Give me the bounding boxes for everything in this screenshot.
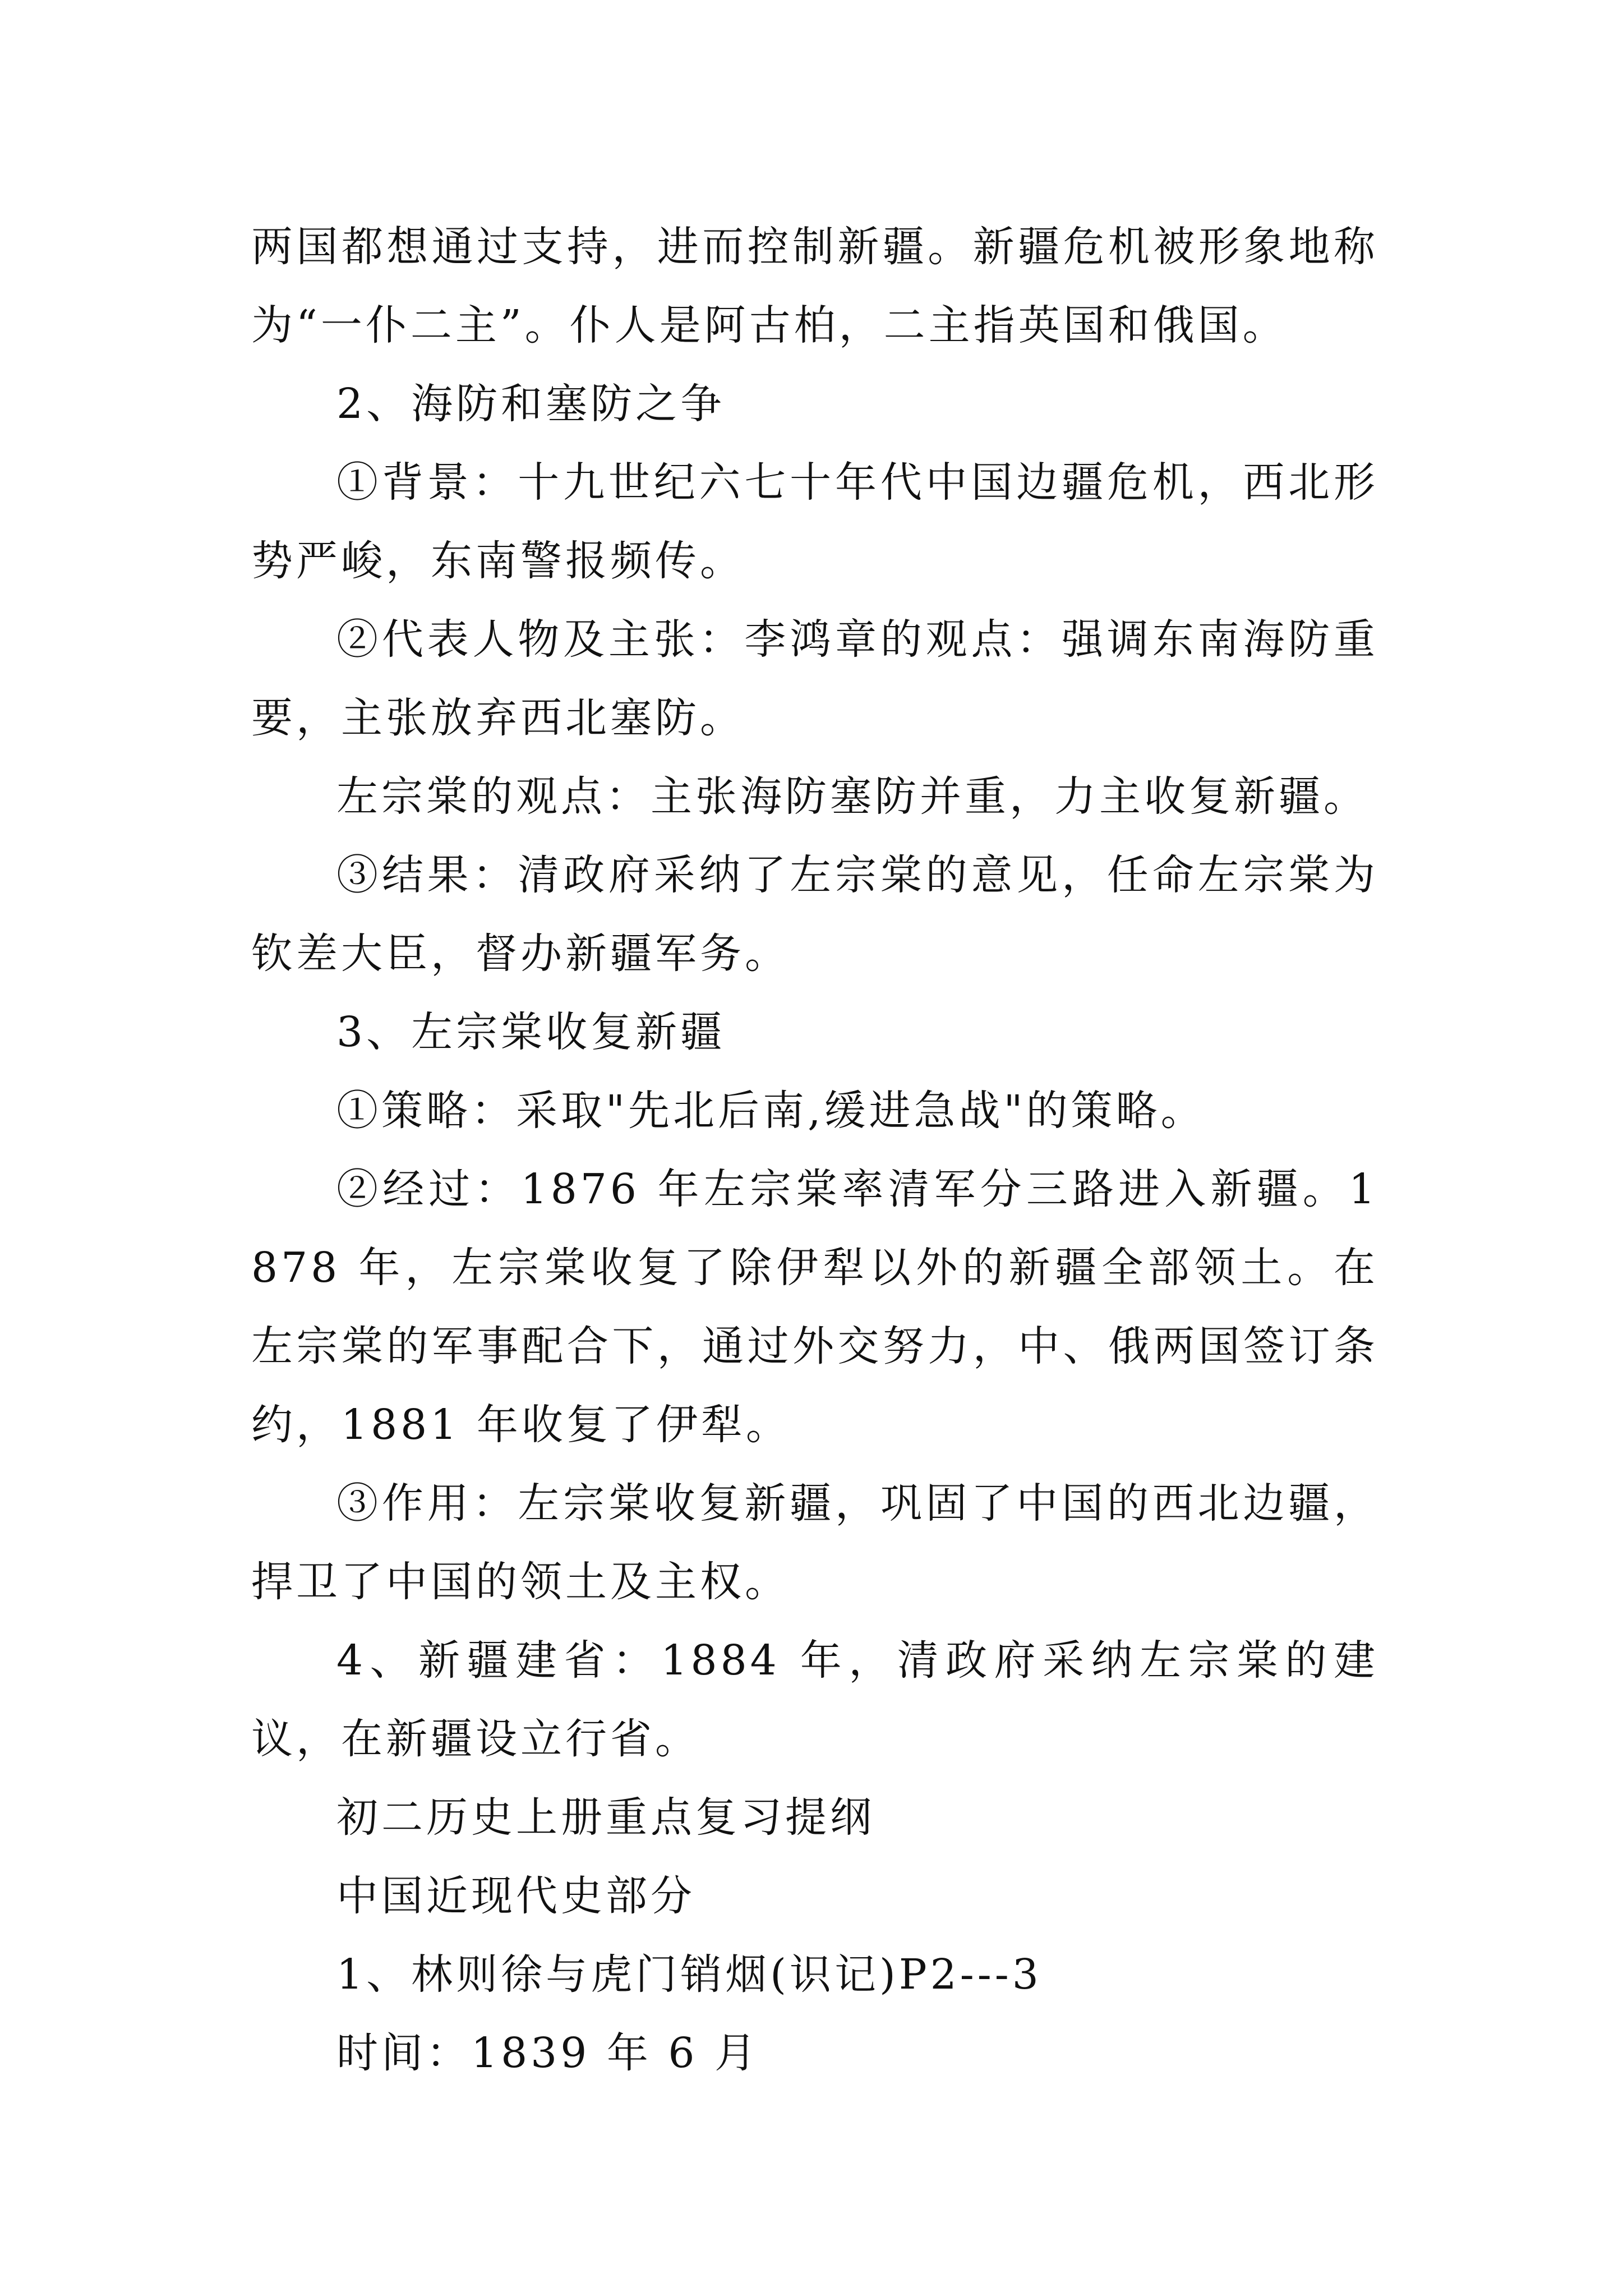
paragraph-xinjiang-crisis: 两国都想通过支持，进而控制新疆。新疆危机被形象地称为“一仆二主”。仆人是阿古柏，二主指英国和俄国。 <box>251 223 1378 349</box>
paragraph-background: ①背景：十九世纪六七十年代中国边疆危机，西北形势严峻，东南警报频传。 <box>251 458 1378 585</box>
paragraph-strategy: ①策略：采取"先北后南,缓进急战"的策略。 <box>336 1087 1206 1135</box>
paragraph-province: 4、新疆建省：1884 年，清政府采纳左宗棠的建议，在新疆设立行省。 <box>251 1636 1378 1763</box>
paragraph-result: ③结果：清政府采纳了左宗棠的意见，任命左宗棠为钦差大臣，督办新疆军务。 <box>251 851 1378 978</box>
heading-lin-zexu: 1、林则徐与虎门销烟(识记)P2---3 <box>336 1950 1042 1999</box>
paragraph-process: ②经过：1876 年左宗棠率清军分三路进入新疆。1878 年，左宗棠收复了除伊犁以外的新疆全部领土。在左宗棠的军事配合下，通过外交努力，中、俄两国签订条约，1881 年收复了伊犁。 <box>251 1165 1378 1449</box>
paragraph-time: 时间：1839 年 6 月 <box>336 2029 759 2077</box>
paragraph-effect: ③作用：左宗棠收复新疆，巩固了中国的西北边疆，捍卫了中国的领土及主权。 <box>251 1479 1378 1606</box>
heading-coastal-frontier-debate: 2、海防和塞防之争 <box>336 380 726 428</box>
paragraph-zuo-view: 左宗棠的观点：主张海防塞防并重，力主收复新疆。 <box>336 772 1368 821</box>
heading-review-outline: 初二历史上册重点复习提纲 <box>336 1793 875 1842</box>
heading-modern-history: 中国近现代史部分 <box>336 1872 695 1920</box>
heading-recover-xinjiang: 3、左宗棠收复新疆 <box>336 1008 726 1056</box>
paragraph-representatives: ②代表人物及主张：李鸿章的观点：强调东南海防重要，主张放弃西北塞防。 <box>251 615 1378 742</box>
document-page <box>251 208 1378 2092</box>
